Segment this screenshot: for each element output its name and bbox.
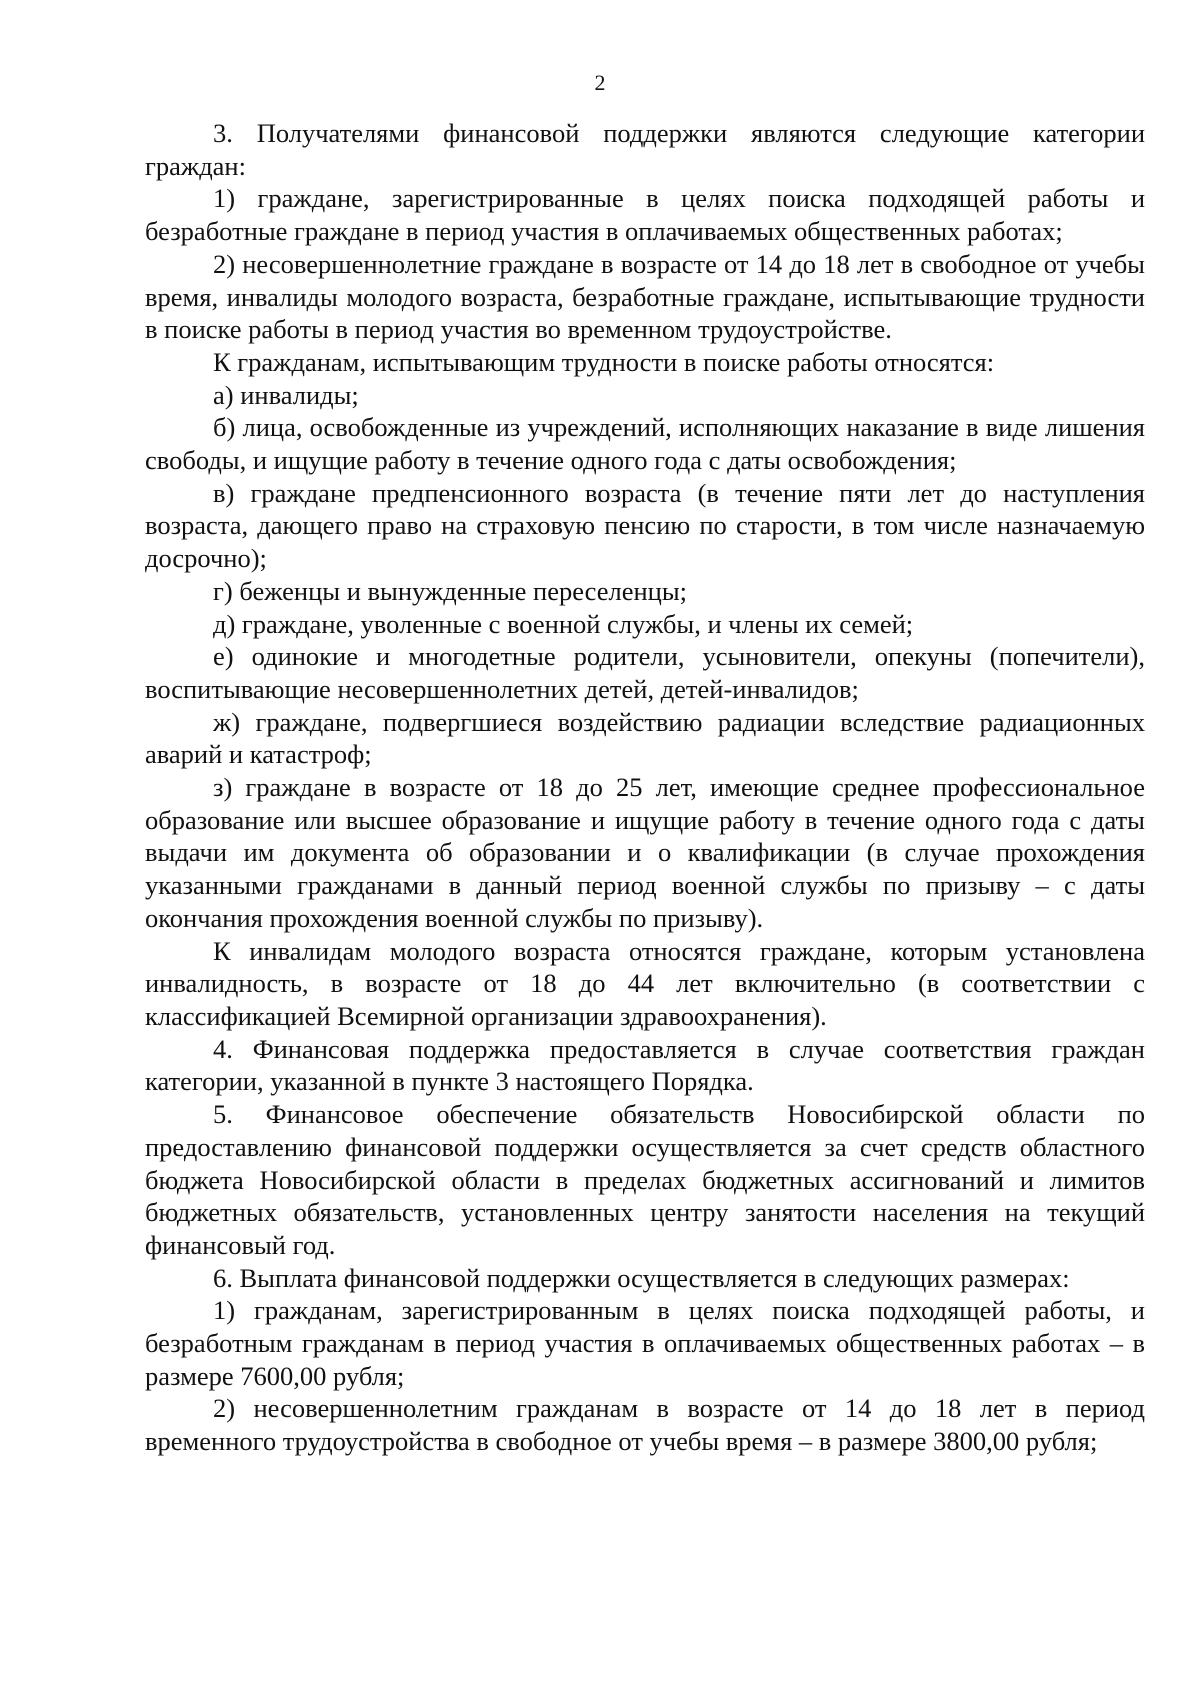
paragraph: а) инвалиды; (213, 379, 359, 410)
paragraph: е) одинокие и многодетные родители, усыновители, опекуны (попечители), воспитывающие несовершеннолетних детей, детей-инвалидов; (145, 641, 1145, 704)
document-body (145, 117, 1145, 1458)
paragraph: К гражданам, испытывающим трудности в поиске работы относятся: (213, 346, 995, 377)
page-number: 2 (594, 70, 606, 95)
paragraph: 2) несовершеннолетние граждане в возрасте от 14 до 18 лет в свободное от учебы время, инвалиды молодого возраста, безработные граждане, испытывающие трудности в поиске работы в период участия во временном трудоустройстве. (145, 248, 1145, 345)
paragraph: г) беженцы и вынужденные переселенцы; (213, 575, 688, 606)
paragraph: д) граждане, уволенные с военной службы, и члены их семей; (213, 608, 914, 639)
paragraph: б) лица, освобожденные из учреждений, исполняющих наказание в виде лишения свободы, и ищущие работу в течение одного года с даты освобождения; (145, 412, 1145, 476)
paragraph: 4. Финансовая поддержка предоставляется в случае соответствия граждан категории, указанной в пункте 3 настоящего Порядка. (145, 1033, 1145, 1097)
paragraph: 2) несовершеннолетним гражданам в возрасте от 14 до 18 лет в период временного трудоустройства в свободное от учебы время – в размере 3800,00 рубля; (145, 1393, 1145, 1457)
paragraph: 6. Выплата финансовой поддержки осуществляется в следующих размерах: (213, 1262, 1070, 1293)
paragraph: 1) граждане, зарегистрированные в целях поиска подходящей работы и безработные граждане в период участия в оплачиваемых общественных работах; (145, 183, 1145, 247)
paragraph: в) граждане предпенсионного возраста (в течение пяти лет до наступления возраста, дающего право на страховую пенсию по старости, в том числе назначаемую досрочно); (145, 477, 1145, 574)
paragraph: з) граждане в возрасте от 18 до 25 лет, имеющие среднее профессиональное образование или высшее образование и ищущие работу в течение одного года с даты выдачи им документа об образовании и о квалификации (в случае прохождения указанными гражданами в данный период военной службы по призыву – с даты окончания прохождения военной службы по призыву). (145, 772, 1145, 933)
paragraph: 5. Финансовое обеспечение обязательств Новосибирской области по предоставлению финансовой поддержки осуществляется за счет средств областного бюджета Новосибирской области в пределах бюджетных ассигнований и лимитов бюджетных обязательств, установленных центру занятости населения на текущий финансовый год. (145, 1099, 1145, 1260)
paragraph: К инвалидам молодого возраста относятся граждане, которым установлена инвалидность, в возрасте от 18 до 44 лет включительно (в соответствии с классификацией Всемирной организации здравоохранения). (145, 935, 1145, 1031)
paragraph: 3. Получателями финансовой поддержки являются следующие категории граждан: (145, 118, 1145, 181)
paragraph: 1) гражданам, зарегистрированным в целях поиска подходящей работы, и безработным гражданам в период участия в оплачиваемых общественных работах – в размере 7600,00 рубля; (145, 1295, 1145, 1391)
paragraph: ж) граждане, подвергшиеся воздействию радиации вследствие радиационных аварий и катастроф; (145, 706, 1145, 770)
